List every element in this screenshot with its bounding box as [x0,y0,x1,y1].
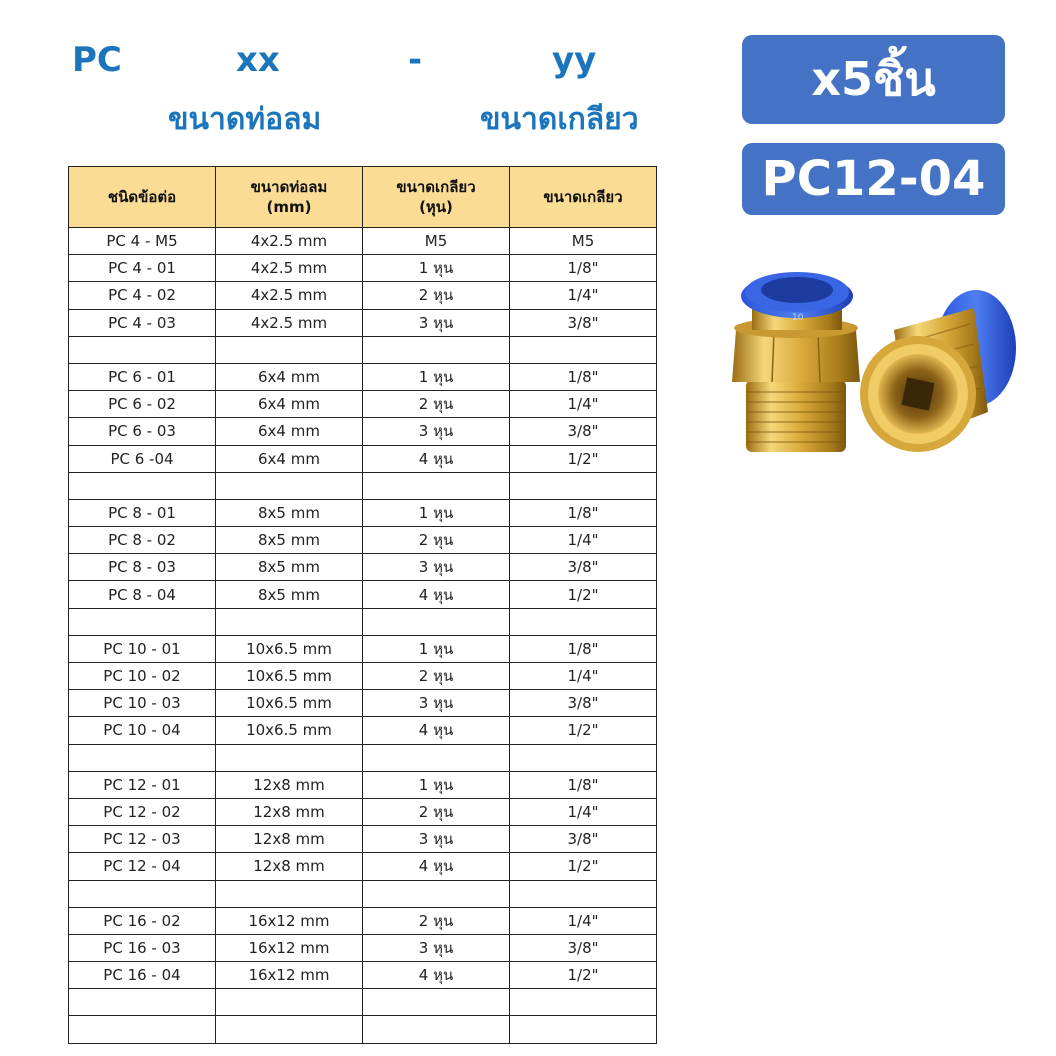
fitting-type-cell: PC 8 - 02 [69,527,216,554]
thread-hun-cell: M5 [363,228,510,255]
code-yy: yy [552,40,597,80]
table-row [69,445,657,472]
thread-inch-cell [510,880,657,907]
thread-hun-cell: 3 หุน [363,690,510,717]
table-row [69,554,657,581]
thread-hun-cell: 2 หุน [363,527,510,554]
thread-inch-cell: 1/4" [510,527,657,554]
fitting-type-cell: PC 10 - 02 [69,663,216,690]
fitting-type-cell: PC 6 - 03 [69,418,216,445]
thread-inch-cell: 1/8" [510,499,657,526]
tube-size-cell: 16x12 mm [216,907,363,934]
tube-size-cell: 4x2.5 mm [216,309,363,336]
tube-size-cell: 10x6.5 mm [216,663,363,690]
table-row [69,1016,657,1043]
table-row [69,363,657,390]
table-row [69,472,657,499]
thread-inch-cell: 1/2" [510,717,657,744]
table-row [69,826,657,853]
thread-hun-cell: 3 หุน [363,554,510,581]
thread-inch-cell [510,472,657,499]
thread-hun-cell [363,744,510,771]
thread-inch-cell: 1/8" [510,255,657,282]
thread-hun-cell: 4 หุน [363,581,510,608]
thread-inch-cell: 1/2" [510,581,657,608]
tube-size-cell: 12x8 mm [216,826,363,853]
label-thread-size: ขนาดเกลียว [480,102,639,137]
spec-table [68,166,657,1044]
table-row [69,771,657,798]
tube-size-cell: 6x4 mm [216,445,363,472]
thread-hun-cell: 3 หุน [363,418,510,445]
table-row [69,418,657,445]
thread-hun-cell: 2 หุน [363,907,510,934]
tube-size-cell: 12x8 mm [216,771,363,798]
table-row [69,853,657,880]
table-row [69,336,657,363]
tube-size-cell: 8x5 mm [216,581,363,608]
fitting-type-cell [69,472,216,499]
thread-hun-cell: 1 หุน [363,363,510,390]
header-fitting-type [69,167,216,228]
thread-inch-cell: 3/8" [510,934,657,961]
thread-hun-cell: 2 หุน [363,663,510,690]
thread-hun-cell: 2 หุน [363,391,510,418]
thread-hun-cell: 4 หุน [363,445,510,472]
tube-size-cell: 8x5 mm [216,554,363,581]
thread-hun-cell: 1 หุน [363,499,510,526]
header-tube-size-line: (mm) [266,198,312,216]
fitting-type-cell: PC 6 - 02 [69,391,216,418]
tube-size-cell: 6x4 mm [216,418,363,445]
quantity-badge: x5ชิ้น [742,35,1005,124]
fitting-type-cell: PC 8 - 03 [69,554,216,581]
table-row [69,282,657,309]
model-code-labels [0,96,700,140]
thread-inch-cell: 1/4" [510,663,657,690]
fitting-type-cell: PC 12 - 04 [69,853,216,880]
thread-hun-cell: 2 หุน [363,282,510,309]
tube-size-cell: 6x4 mm [216,391,363,418]
fitting-type-cell: PC 4 - 02 [69,282,216,309]
thread-hun-cell: 3 หุน [363,309,510,336]
tube-size-cell [216,744,363,771]
tube-size-cell: 16x12 mm [216,962,363,989]
thread-inch-cell: M5 [510,228,657,255]
header-thread-hun-line: ขนาดเกลียว [396,178,476,196]
fitting-type-cell: PC 4 - 03 [69,309,216,336]
fitting-type-cell: PC 6 -04 [69,445,216,472]
table-row [69,309,657,336]
thread-inch-cell: 3/8" [510,826,657,853]
table-row [69,228,657,255]
table-row [69,499,657,526]
thread-inch-cell: 3/8" [510,554,657,581]
table-row [69,880,657,907]
fitting-type-cell: PC 10 - 01 [69,635,216,662]
thread-hun-cell: 4 หุน [363,717,510,744]
fitting-type-cell [69,608,216,635]
header-tube-size [216,167,363,228]
thread-inch-cell: 1/8" [510,771,657,798]
table-row [69,608,657,635]
table-row [69,663,657,690]
fitting-type-cell: PC 8 - 04 [69,581,216,608]
tube-size-cell [216,880,363,907]
thread-hun-cell: 4 หุน [363,853,510,880]
fitting-type-cell: PC 16 - 04 [69,962,216,989]
tube-size-cell [216,989,363,1016]
tube-size-cell: 16x12 mm [216,934,363,961]
fitting-type-cell: PC 4 - M5 [69,228,216,255]
thread-inch-cell [510,608,657,635]
thread-inch-cell [510,336,657,363]
fitting-type-cell [69,880,216,907]
thread-inch-cell: 3/8" [510,309,657,336]
fitting-type-cell [69,989,216,1016]
tube-size-cell: 12x8 mm [216,853,363,880]
table-row [69,527,657,554]
thread-inch-cell: 3/8" [510,690,657,717]
fitting-type-cell [69,336,216,363]
code-dash: - [408,40,423,80]
fitting-type-cell: PC 12 - 01 [69,771,216,798]
thread-inch-cell [510,744,657,771]
fitting-type-cell: PC 16 - 02 [69,907,216,934]
thread-inch-cell: 1/4" [510,798,657,825]
fitting-right [860,290,1016,452]
header-thread-inch [510,167,657,228]
fitting-type-cell: PC 16 - 03 [69,934,216,961]
tube-size-cell [216,472,363,499]
thread-hun-cell: 3 หุน [363,934,510,961]
thread-inch-cell: 1/4" [510,391,657,418]
thread-hun-cell: 3 หุน [363,826,510,853]
thread-inch-cell: 1/4" [510,907,657,934]
brass-push-in-fitting-image [718,252,1038,472]
thread-inch-cell: 1/8" [510,363,657,390]
spec-table-header [69,167,657,228]
tube-size-cell: 4x2.5 mm [216,282,363,309]
tube-size-cell [216,608,363,635]
code-prefix: PC [72,40,122,80]
thread-hun-cell [363,472,510,499]
table-row [69,690,657,717]
fitting-type-cell [69,1016,216,1043]
fitting-type-cell: PC 8 - 01 [69,499,216,526]
thread-inch-cell: 1/8" [510,635,657,662]
thread-hun-cell [363,608,510,635]
thread-inch-cell: 1/2" [510,445,657,472]
table-row [69,907,657,934]
fitting-size-label: 10 [792,313,804,323]
thread-hun-cell: 2 หุน [363,798,510,825]
fitting-type-cell: PC 10 - 03 [69,690,216,717]
table-row [69,962,657,989]
model-code-format [0,40,700,92]
code-xx: xx [236,40,280,80]
tube-size-cell: 4x2.5 mm [216,255,363,282]
table-row [69,717,657,744]
header-thread-hun-line: (หุน) [419,198,453,216]
thread-inch-cell [510,1016,657,1043]
model-badge: PC12-04 [742,143,1005,215]
thread-hun-cell: 4 หุน [363,962,510,989]
table-row [69,255,657,282]
fitting-type-cell: PC 12 - 03 [69,826,216,853]
header-thread-inch-line: ขนาดเกลียว [543,188,623,206]
fitting-left [732,272,860,452]
tube-size-cell: 4x2.5 mm [216,228,363,255]
thread-inch-cell: 1/2" [510,853,657,880]
thread-hun-cell: 1 หุน [363,255,510,282]
table-row [69,798,657,825]
thread-hun-cell [363,880,510,907]
fitting-type-cell: PC 10 - 04 [69,717,216,744]
tube-size-cell: 10x6.5 mm [216,690,363,717]
tube-size-cell [216,1016,363,1043]
fitting-type-cell: PC 6 - 01 [69,363,216,390]
fitting-type-cell [69,744,216,771]
thread-hun-cell [363,989,510,1016]
table-row [69,581,657,608]
table-row [69,744,657,771]
tube-size-cell: 6x4 mm [216,363,363,390]
thread-inch-cell: 1/4" [510,282,657,309]
header-tube-size-line: ขนาดท่อลม [250,178,328,196]
table-row [69,934,657,961]
thread-hun-cell [363,336,510,363]
header-thread-hun [363,167,510,228]
label-tube-size: ขนาดท่อลม [168,102,322,137]
tube-size-cell: 8x5 mm [216,527,363,554]
table-row [69,989,657,1016]
tube-size-cell: 8x5 mm [216,499,363,526]
table-row [69,391,657,418]
tube-size-cell: 12x8 mm [216,798,363,825]
tube-size-cell: 10x6.5 mm [216,635,363,662]
fitting-type-cell: PC 12 - 02 [69,798,216,825]
tube-size-cell [216,336,363,363]
thread-hun-cell [363,1016,510,1043]
header-fitting-type-line: ชนิดข้อต่อ [107,188,177,206]
tube-size-cell: 10x6.5 mm [216,717,363,744]
table-row [69,635,657,662]
thread-inch-cell [510,989,657,1016]
thread-hun-cell: 1 หุน [363,635,510,662]
thread-hun-cell: 1 หุน [363,771,510,798]
thread-inch-cell: 1/2" [510,962,657,989]
thread-inch-cell: 3/8" [510,418,657,445]
fitting-type-cell: PC 4 - 01 [69,255,216,282]
